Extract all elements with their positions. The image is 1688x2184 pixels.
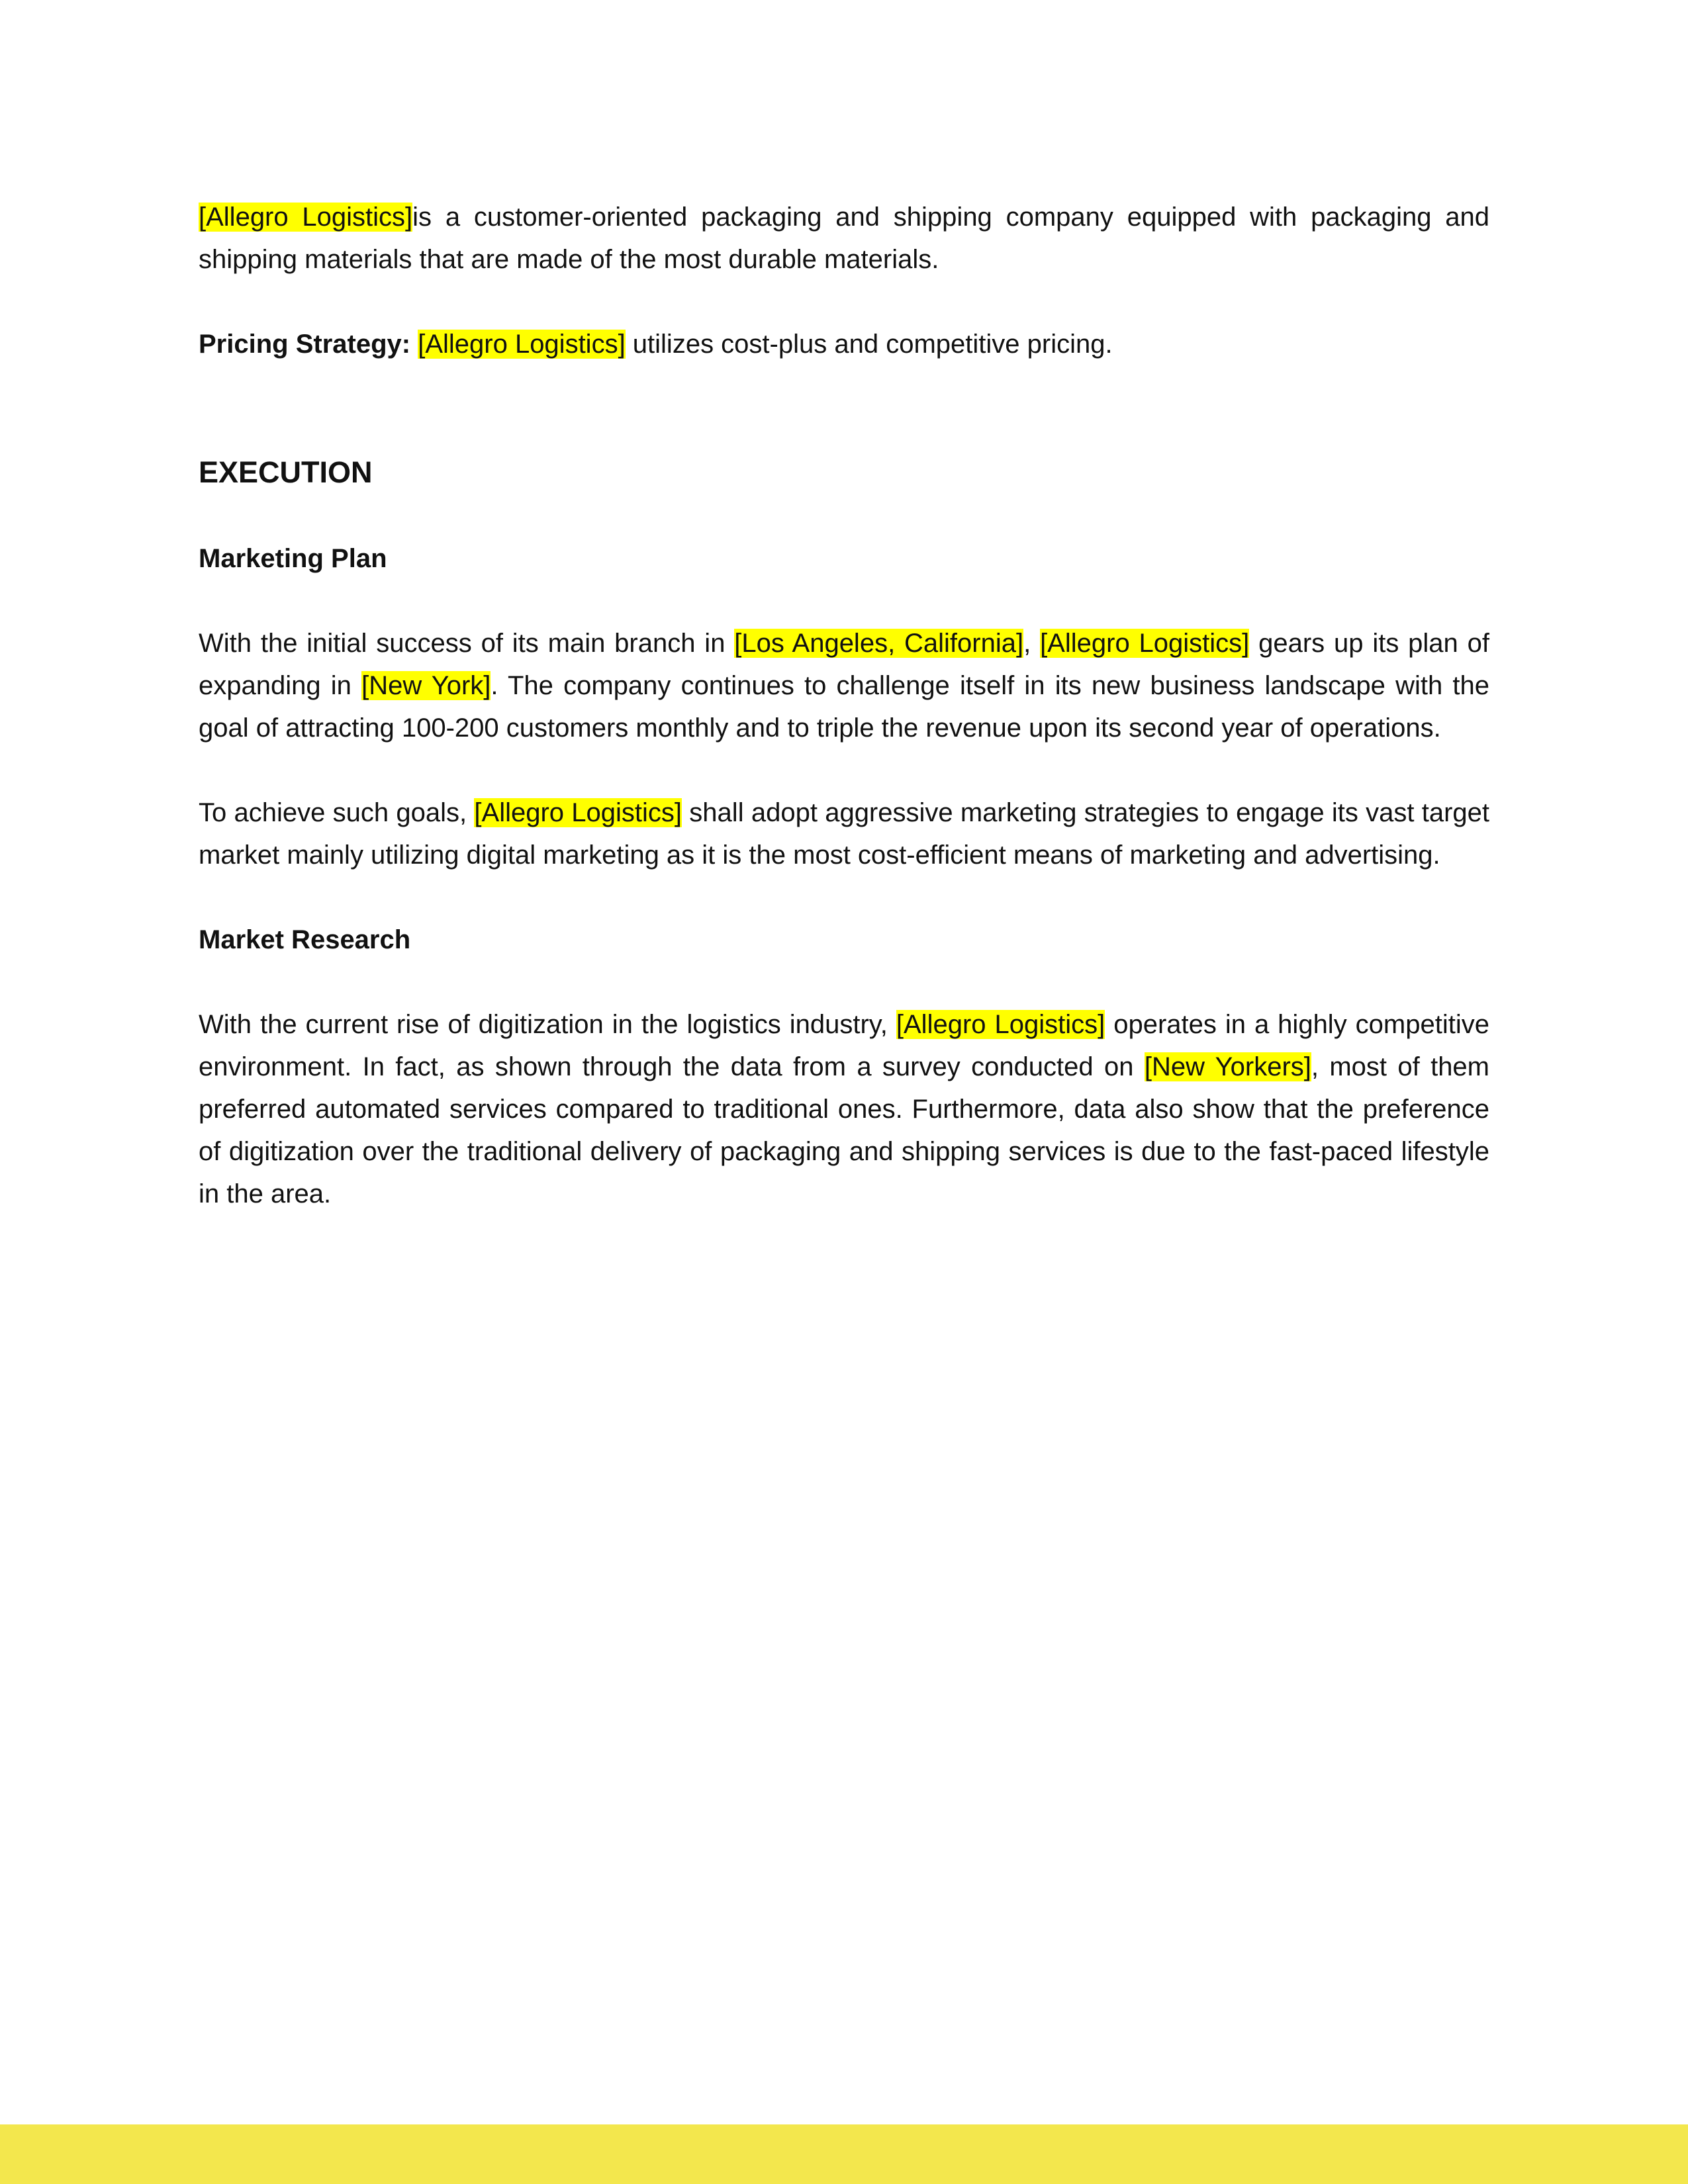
text-run: operates in a highly competitive environment. In fact, as shown through the data from a survey conducted on	[199, 1010, 1489, 1081]
text-run: To achieve such goals,	[199, 798, 475, 827]
company-placeholder: [Allegro Logistics]	[474, 798, 682, 827]
intro-paragraph	[199, 196, 1489, 281]
company-placeholder: [Allegro Logistics]	[199, 203, 413, 232]
pricing-text: utilizes cost-plus and competitive pricing.	[625, 330, 1113, 359]
location-placeholder: [New York]	[361, 671, 491, 700]
text-run: With the current rise of digitization in the logistics industry,	[199, 1010, 896, 1039]
text-run: gears up its plan of expanding in	[199, 629, 1489, 700]
text-run: . The company continues to challenge itself in its new business landscape with the goal of attracting 100-200 customers monthly and to triple the revenue upon its second year of operations.	[199, 671, 1490, 743]
location-placeholder: [Los Angeles, California]	[734, 629, 1024, 658]
audience-placeholder: [New Yorkers]	[1144, 1052, 1311, 1081]
marketing-plan-paragraph-1	[199, 622, 1489, 749]
text-run: ,	[1023, 629, 1041, 658]
intro-text: is a customer-oriented packaging and shipping company equipped with packaging and shipping materials that are made of the most durable materials.	[199, 203, 1489, 274]
text-run: , most of them preferred automated services compared to traditional ones. Furthermore, data also show that the preference of digitization over the traditional delivery of packaging and shipping services is due to the fast-paced lifestyle in the area.	[199, 1052, 1490, 1208]
pricing-label: Pricing Strategy:	[199, 330, 411, 359]
company-placeholder: [Allegro Logistics]	[896, 1010, 1105, 1039]
company-placeholder: [Allegro Logistics]	[418, 330, 626, 359]
footer-color-band	[0, 2124, 1688, 2184]
market-research-paragraph-1	[199, 1003, 1489, 1215]
pricing-paragraph	[199, 323, 1489, 365]
marketing-plan-paragraph-2	[199, 792, 1489, 876]
section-title-execution: EXECUTION	[199, 455, 373, 489]
text-run: With the initial success of its main branch in	[199, 629, 735, 658]
heading-marketing-plan: Marketing Plan	[199, 544, 387, 573]
company-placeholder: [Allegro Logistics]	[1040, 629, 1250, 658]
heading-market-research: Market Research	[199, 925, 411, 954]
text-run: shall adopt aggressive marketing strategies to engage its vast target market mainly utilizing digital marketing as it is the most cost-efficient means of marketing and advertising.	[199, 798, 1489, 870]
document-body	[199, 196, 1489, 1257]
